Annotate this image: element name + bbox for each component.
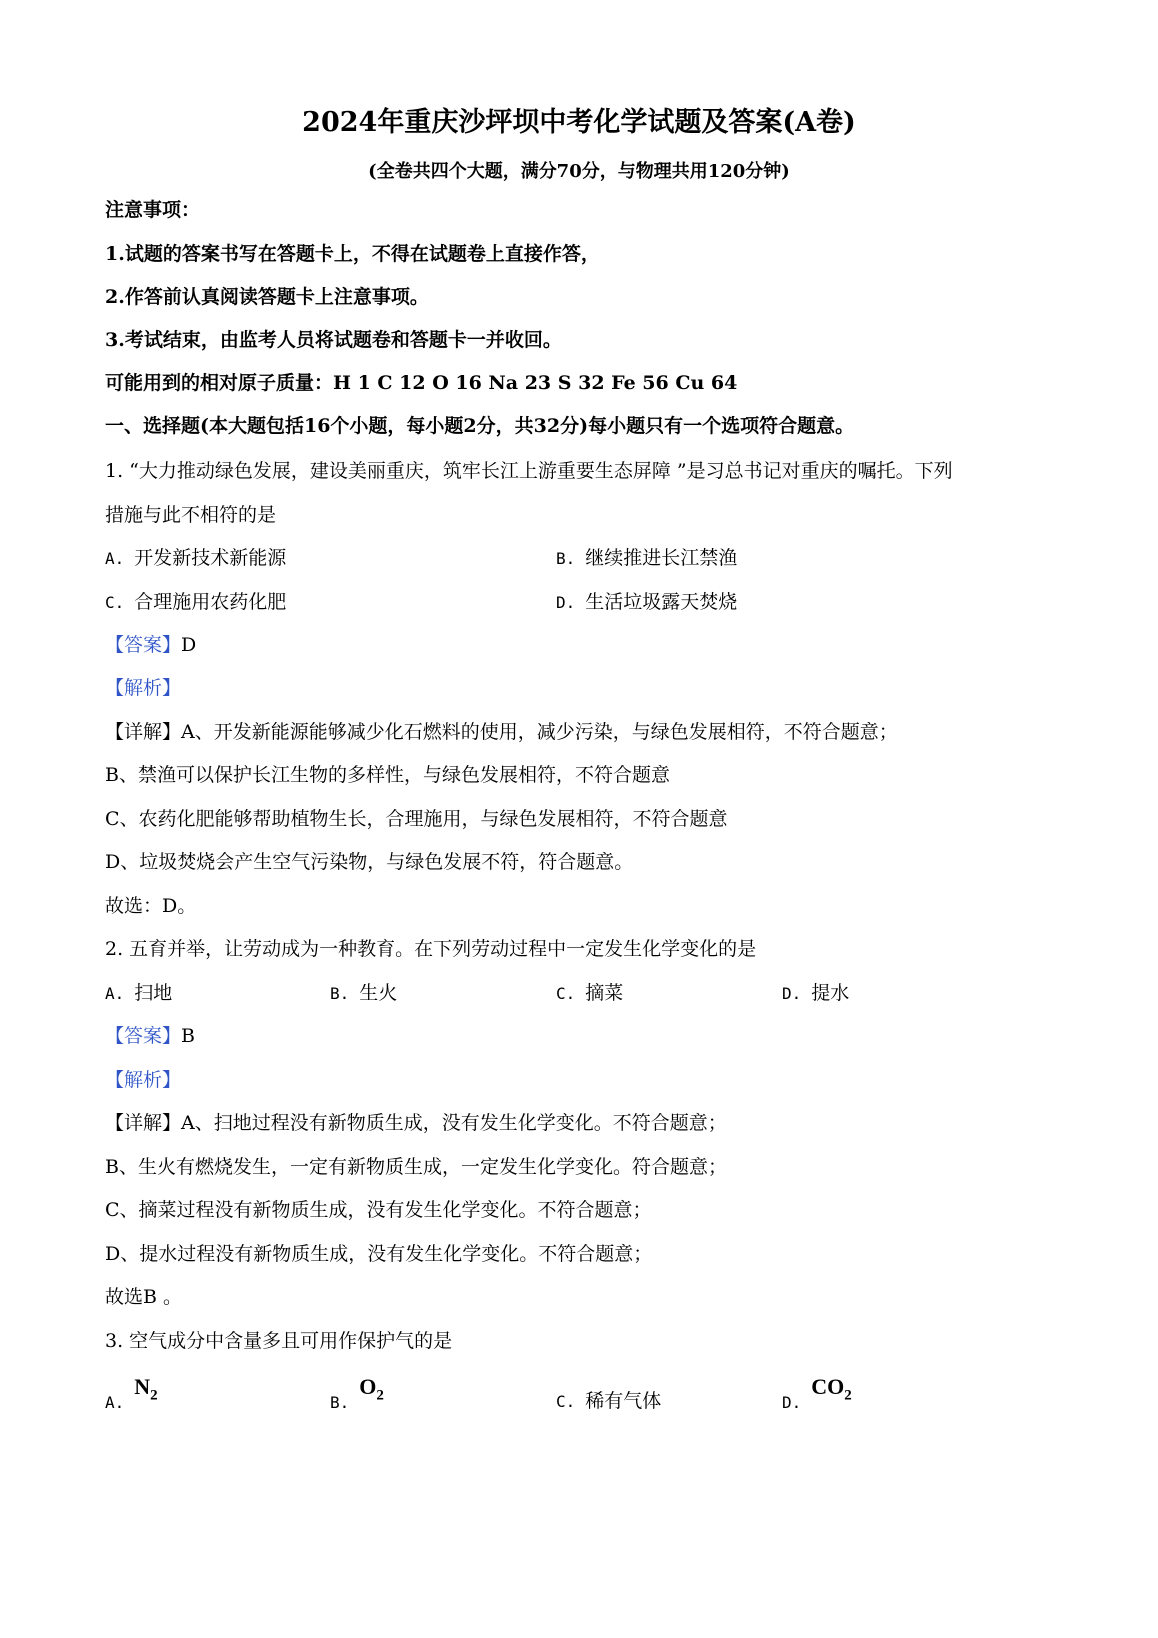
detail-text: A、扫地过程没有新物质生成，没有发生化学变化。不符合题意； [181,1112,727,1134]
detail-label: 【详解】 [105,1112,182,1134]
answer-value: B [181,1025,195,1047]
option-letter: B. [330,1393,350,1412]
q1-detail-line2: B、禁渔可以保护长江生物的多样性，与绿色发展相符，不符合题意 [105,764,670,786]
option-letter: D. [782,1393,802,1412]
formula-co2: $CO_2$ [811,1374,852,1404]
answer-label: 【答案】 [105,1025,182,1047]
option-letter: C. [556,984,576,1003]
q3-option-d [782,1374,852,1421]
detail-label: 【详解】 [105,721,182,743]
option-text: 稀有气体 [585,1390,662,1412]
option-letter: A. [105,1393,125,1412]
q1-stem-line1: 1. “大力推动绿色发展，建设美丽重庆，筑牢长江上游重要生态屏障 ”是习总书记对重庆的嘱托。下列 [105,460,953,482]
atomic-mass-line: 可能用到的相对原子质量：H 1 C 12 O 16 Na 23 S 32 Fe 56 Cu 64 [105,372,738,394]
option-letter: D. [782,984,802,1003]
option-text: 生火 [359,982,398,1004]
formula-o2: $O_2$ [359,1374,384,1404]
q2-option-c [556,981,623,1006]
option-text: 继续推进长江禁渔 [585,547,738,569]
option-text: 扫地 [134,982,173,1004]
q3-option-a [105,1374,158,1421]
q2-detail-line3: C、摘菜过程没有新物质生成，没有发生化学变化。不符合题意； [105,1199,652,1221]
option-letter: A. [105,984,125,1003]
option-text: 提水 [811,982,850,1004]
q2-detail-line1 [105,1111,727,1135]
option-letter: C. [556,1392,576,1411]
option-text: 摘菜 [585,982,624,1004]
q3-stem: 3. 空气成分中含量多且可用作保护气的是 [105,1330,453,1352]
detail-text: A、开发新能源能够减少化石燃料的使用，减少污染，与绿色发展相符，不符合题意； [181,721,898,743]
q2-answer [105,1024,195,1048]
q2-detail-line2: B、生火有燃烧发生，一定有新物质生成，一定发生化学变化。符合题意； [105,1156,727,1178]
option-text: 开发新技术新能源 [134,547,287,569]
q1-detail-line3: C、农药化肥能够帮助植物生长，合理施用，与绿色发展相符，不符合题意 [105,808,728,830]
q1-detail-line1 [105,720,898,744]
option-text: 合理施用农药化肥 [134,591,287,613]
q1-option-a [105,546,286,571]
option-letter: B. [556,549,576,568]
q2-detail-line4: D、提水过程没有新物质生成，没有发生化学变化。不符合题意； [105,1243,653,1265]
q2-option-a [105,981,172,1006]
option-text: 生活垃圾露天焚烧 [585,591,738,613]
q3-option-c [556,1389,661,1414]
page-subtitle: (全卷共四个大题，满分70分，与物理共用120分钟) [368,161,790,182]
q2-option-d [782,981,849,1006]
notice-item-3: 3.考试结束，由监考人员将试题卷和答题卡一并收回。 [105,329,562,351]
q2-conclusion: 故选B 。 [105,1286,183,1308]
q2-option-b [330,981,397,1006]
q3-option-b [330,1374,384,1421]
q1-option-b [556,546,737,571]
option-letter: D. [556,593,576,612]
q1-option-d [556,590,737,615]
q2-analysis-label: 【解析】 [105,1069,182,1091]
q2-stem: 2. 五育并举，让劳动成为一种教育。在下列劳动过程中一定发生化学变化的是 [105,938,757,960]
q1-detail-line4: D、垃圾焚烧会产生空气污染物，与绿色发展不符，符合题意。 [105,851,634,873]
option-letter: A. [105,549,125,568]
page-title: 2024年重庆沙坪坝中考化学试题及答案(A卷) [302,107,856,138]
section-heading: 一、选择题(本大题包括16个小题，每小题2分，共32分)每小题只有一个选项符合题意。 [105,415,855,437]
q1-stem-line2: 措施与此不相符的是 [105,504,277,526]
q1-answer [105,633,196,657]
notice-item-1: 1.试题的答案书写在答题卡上，不得在试题卷上直接作答， [105,243,600,265]
q1-conclusion: 故选：D。 [105,895,197,917]
notice-item-2: 2.作答前认真阅读答题卡上注意事项。 [105,286,429,308]
option-letter: B. [330,984,350,1003]
q1-analysis-label: 【解析】 [105,677,182,699]
q1-option-c [105,590,286,615]
notice-heading: 注意事项： [105,199,201,221]
answer-value: D [181,634,197,656]
option-letter: C. [105,593,125,612]
formula-n2: $N_2$ [134,1374,158,1404]
answer-label: 【答案】 [105,634,182,656]
